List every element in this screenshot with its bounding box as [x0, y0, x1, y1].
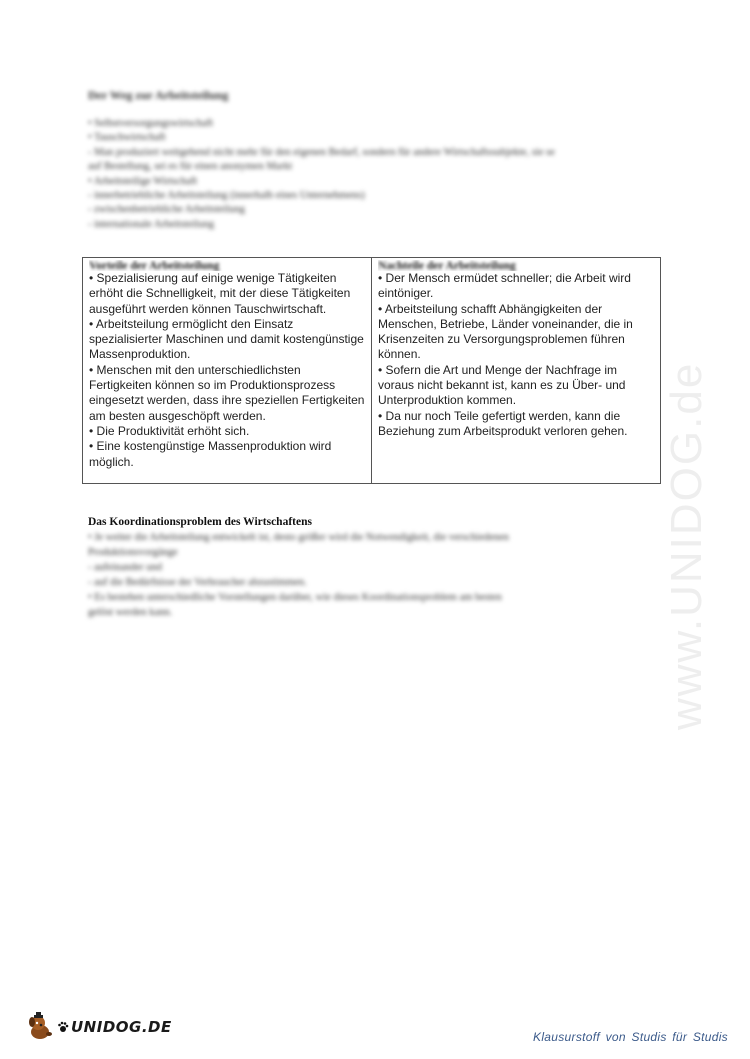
section-title: Der Weg zur Arbeitsteilung: [88, 88, 229, 102]
list-item: • Tauschwirtschaft: [88, 132, 166, 144]
list-item: • Selbstversorgungswirtschaft: [88, 118, 214, 129]
list-item: • Sofern die Art und Menge der Nachfrage im voraus nicht bekannt ist, kann es zu Über- und Unterproduktion kommen.: [378, 362, 626, 408]
list-item: - aufeinander und: [88, 562, 163, 573]
list-item: • Arbeitsteilige Wirtschaft: [88, 175, 198, 187]
comparison-table: [82, 257, 661, 484]
section-title: Das Koordinationsproblem des Wirtschaftens: [88, 516, 312, 528]
list-item: gelöst werden kann.: [88, 607, 173, 618]
advantages-column: [83, 258, 372, 483]
section-koordinationsproblem: [88, 516, 668, 620]
watermark: www.UNIDOG.de: [662, 361, 711, 730]
list-item: • Da nur noch Teile gefertigt werden, kann die Beziehung zum Arbeitsprodukt verloren gehen.: [378, 408, 628, 438]
list-item: - internationale Arbeitsteilung: [88, 218, 214, 230]
list-item: • Eine kostengünstige Massenproduktion wird möglich.: [89, 439, 332, 469]
list-item: • Der Mensch ermüdet schneller; die Arbeit wird eintöniger.: [378, 271, 631, 301]
list-item: • Je weiter die Arbeitsteilung entwickelt ist, desto größer wird die Notwendigkeit, die verschiedenen: [88, 532, 509, 543]
disadvantages-column: [372, 258, 660, 483]
list-item: • Die Produktivität erhöht sich.: [89, 423, 250, 438]
list-item: - auf die Bedürfnisse der Verbraucher abzustimmen.: [88, 577, 307, 588]
dog-mascot-icon: [25, 1012, 55, 1042]
paw-icon: [57, 1021, 69, 1033]
unidog-logo[interactable]: [25, 1012, 172, 1042]
footer-tagline: Klausurstoff von Studis für Studis: [533, 1030, 728, 1044]
list-item: - innerbetriebliche Arbeitsteilung (innerhalb eines Unternehmens): [88, 190, 365, 202]
list-item: • Arbeitsteilung ermöglicht den Einsatz spezialisierter Maschinen und damit kostengünstige Massenproduktion.: [89, 316, 364, 362]
list-item: auf Bestellung, sei es für einen anonymen Markt: [88, 161, 293, 173]
section-weg-zur-arbeitsteilung: [88, 88, 668, 232]
logo-text: UNIDOG.DE: [71, 1018, 172, 1036]
column-heading: Nachteile der Arbeitsteilung: [378, 260, 516, 271]
list-item: - Man produziert weitgehend nicht mehr für den eigenen Bedarf, sondern für andere Wirtschaftssubjekte, sie se: [88, 146, 555, 158]
column-heading: Vorteile der Arbeitsteilung: [89, 260, 220, 271]
list-item: • Arbeitsteilung schafft Abhängigkeiten der Menschen, Betriebe, Länder voneinander, die in Krisenzeiten zu Versorgungsproblemen führen können.: [378, 301, 633, 362]
list-item: • Es bestehen unterschiedliche Vorstellungen darüber, wie dieses Koordinationsproblem am besten: [88, 592, 502, 603]
list-item: - zwischenbetriebliche Arbeitsteilung: [88, 204, 245, 216]
list-item: Produktionsvorgänge: [88, 547, 178, 558]
list-item: • Spezialisierung auf einige wenige Tätigkeiten erhöht die Schnelligkeit, mit der diese Tätigkeiten ausgeführt werden können Tauschwirtschaft.: [89, 271, 351, 316]
list-item: • Menschen mit den unterschiedlichsten Fertigkeiten können so im Produktionsprozess eingesetzt werden, dass ihre speziellen Fertigkeiten am besten ausgeschöpft werden.: [89, 362, 365, 423]
